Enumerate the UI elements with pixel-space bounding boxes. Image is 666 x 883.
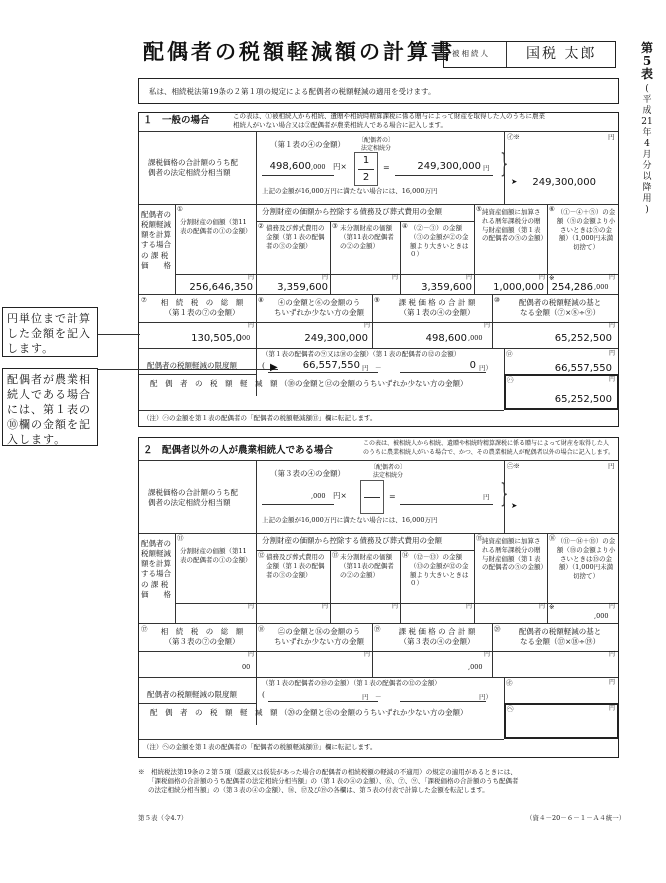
s1-rowa-under: 上記の金額が16,000万円に満たない場合には、16,000万円	[262, 187, 438, 195]
s1-val1: 256,646,350	[189, 282, 253, 293]
s1-grid-header: 分割財産の価額から控除する債務及び葬式費用の金額	[262, 207, 442, 216]
section1-note-l1: この表は、①被相続人から相続、遺贈や相続時精算課税に係る贈与によって財産を取得した人のうちに農業	[233, 112, 545, 120]
s1-reduction-cell: 65,252,500	[554, 394, 612, 405]
s1-r7-label: 相 続 税 の 総 額 （第１表の⑦の金額）	[160, 298, 244, 318]
decedent-label: 被相続人	[452, 49, 490, 58]
s1-col4-label: （②－③）の金額（③の金額が②の金額より大きいときは０）	[410, 224, 469, 259]
s1-col5-label: 純資産価額に加算される暦年課税分の贈与財産価額（第１表の配偶者の⑤の金額）	[482, 208, 547, 243]
decedent-box	[443, 41, 616, 68]
section2-title: ２ 配偶者以外の人が農業相続人である場合	[143, 445, 334, 456]
s1-denominator: 2	[362, 172, 370, 183]
s1-rowa-label: 課税価格の合計額のうち配 偶者の法定相続分相当額	[148, 158, 238, 178]
s1-limit-label: 配偶者の税額軽減の限度額	[147, 361, 237, 370]
section2-note-l2: のうちに農業相続人がいる場合で、かつ、その農業相続人が配偶者以外の場合に記入します。	[363, 449, 615, 456]
s1-r10-label: 配偶者の税額軽減の基と なる金額（⑦×⑧÷⑨）	[518, 298, 602, 318]
s1-val7: 130,505,0	[191, 333, 242, 344]
s1-limit-val1: 66,557,550	[302, 360, 360, 371]
side-tab: 第 5 表 ( 平 成 21 年 4 月 分 以 降 用 )	[640, 41, 653, 215]
footer-right: （資４－20－６－１－Ａ４統一）	[526, 814, 626, 822]
s1-col2-label: 債務及び葬式費用の金額（第１表の配偶者の③の金額）	[266, 224, 325, 250]
section2-note-l1: この表は、被相続人から相続、遺贈や相続時精算課税に係る贈与によって財産を取得した人	[363, 440, 610, 447]
s1-rowa-result: 249,300,000	[417, 161, 481, 172]
s1-footnote: （注）㋩の金額を第１表の配偶者の「配偶者の税額軽減額⑬」欄に転記します。	[143, 414, 377, 422]
s1-rowa-input: 498,600	[269, 161, 311, 172]
section1-note-l2: 相続人がいない場合又は②配偶者が農業相続人である場合に記入します。	[233, 121, 447, 129]
s2-rowa-label: 課税価格の合計額のうち配 偶者の法定相続分相当額	[148, 488, 238, 508]
section1-title: １ 一般の場合	[143, 115, 210, 126]
s1-r9-label: 課 税 価 格 の 合 計 額 （第１表の④の金額）	[398, 298, 476, 318]
s1-val6: 254,286	[551, 282, 593, 293]
s1-col6-label: （①－④＋⑤）の金額（⑤の金額より小さいときは⑤の金額）（1,000円未満切捨て）	[556, 208, 616, 252]
s1-rowa-share: 〔配偶者の〕 法定相続分	[358, 137, 395, 153]
s1-val10: 65,252,500	[554, 333, 612, 344]
s1-val5: 1,000,000	[493, 282, 544, 293]
s1-left-label: 配偶者の 税額軽減 額を計算 する場合 の 課 税 価 格	[141, 210, 171, 270]
s2-reduction-box	[504, 703, 619, 739]
s1-val4: 3,359,600	[421, 282, 472, 293]
s1-cell-i: 249,300,000	[532, 177, 596, 188]
s1-numerator: 1	[362, 155, 370, 166]
intro-text: 私は、相続税法第19条の２第１項の規定による配偶者の税額軽減の適用を受けます。	[149, 87, 436, 96]
callout-yen-unit: 円単位まで計算した金額を記入します。	[2, 307, 98, 357]
s1-reduction-label: 配 偶 者 の 税 額 軽 減 額	[150, 379, 278, 388]
bottom-note: ※ 相続税法第19条の２第５項（隠蔽又は仮装があった場合の配偶者の相続税額の軽減の不適用）の規定の適用があるときには、 「課税価格の合計額のうち配偶者の法定相続分相当額」の（第１表の④の金額）、⑥、⑦、⑨、「課税価格の合計額のうち配偶者 の法定相続分相当額」の（第３表の④の金額）、⑯、⑰及び⑲の各欄は、第５表の付表で計算した金額を転記します。	[138, 768, 519, 794]
footer-left: 第５表（令4.7）	[138, 814, 188, 822]
s1-r8-label: ④の金額と⑥の金額のう ちいずれか少ない方の金額	[274, 298, 364, 318]
s1-val2: 3,359,600	[277, 282, 328, 293]
s1-reduction-desc: （⑩の金額と㋺の金額のうちいずれか少ない方の金額）	[280, 379, 468, 388]
callout-farm-heir: 配偶者が農業相続人である場合には、第１表の⑩欄の金額を記入します。	[2, 368, 98, 446]
s1-col1-label: 分割財産の価額（第11表の配偶者の①の金額）	[180, 218, 252, 235]
page-title: 配偶者の税額軽減額の計算書	[143, 39, 455, 64]
s1-val8: 249,300,000	[304, 333, 368, 344]
s1-col3-label: 未分割財産の価額（第11表の配偶者の②の金額）	[340, 224, 394, 250]
intro-box	[138, 78, 619, 104]
s1-rowa-src: （第１表の④の金額）	[270, 140, 345, 149]
s1-limit-src: （第１表の配偶者の⑨又は⑩の金額）（第１表の配偶者の⑫の金額）	[262, 350, 461, 358]
s1-val9: 498,600	[425, 333, 467, 344]
s1-limit-val2: 0	[469, 360, 476, 371]
decedent-name: 国税 太郎	[526, 46, 597, 62]
s2-footnote: （注）㋬の金額を第１表の配偶者の「配偶者の税額軽減額⑬」欄に転記します。	[143, 743, 377, 751]
s2-left-label: 配偶者の 税額軽減 額を計算 する場合 の 課 税 価 格	[141, 539, 171, 599]
s1-limit-cell: 66,557,550	[554, 363, 612, 374]
